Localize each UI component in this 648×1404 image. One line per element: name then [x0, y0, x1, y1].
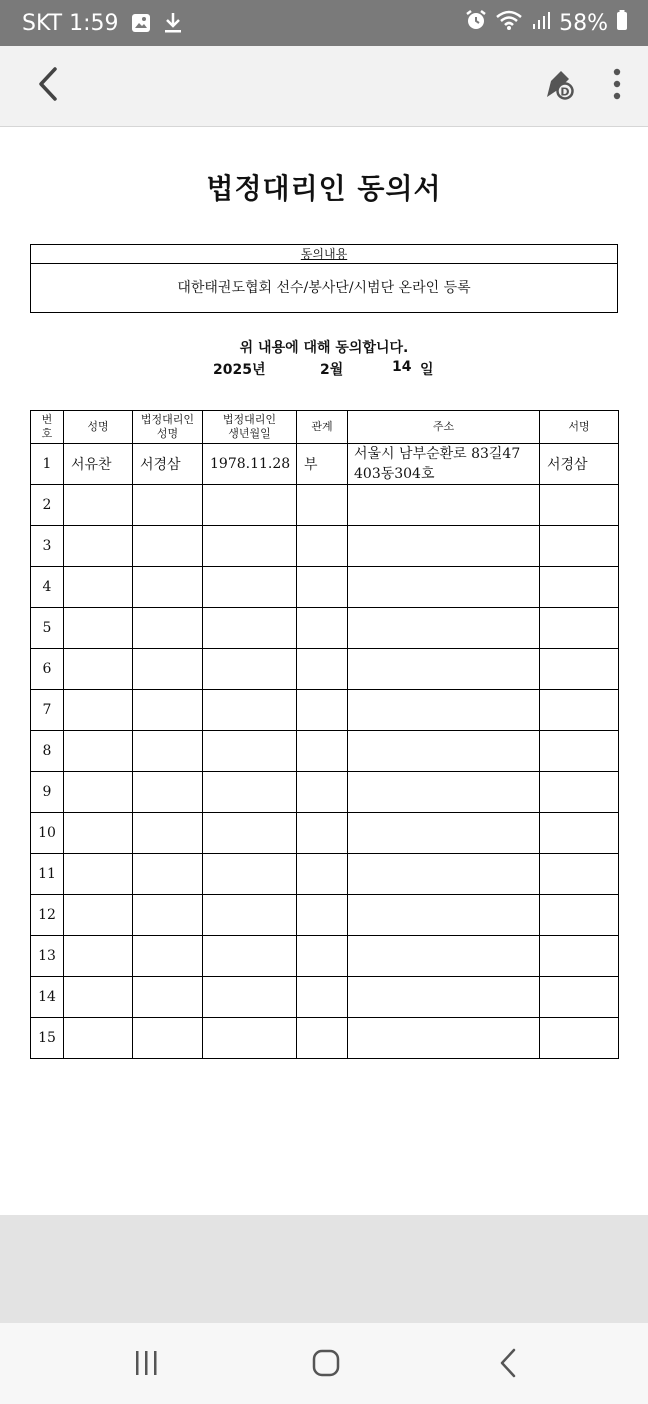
row-number: 8: [31, 731, 64, 772]
date-month: 2월: [320, 362, 344, 378]
consent-body: 대한태권도협회 선수/봉사단/시범단 온라인 등록: [177, 280, 471, 296]
date-day: 14: [392, 359, 412, 375]
row-address: [348, 895, 540, 936]
date-year: 2025년: [213, 362, 266, 378]
row-relation: 부: [297, 444, 348, 485]
table-row: [31, 772, 619, 813]
row-signature: 서경삼: [540, 444, 619, 485]
row-signature: [540, 813, 619, 854]
image-icon: [131, 13, 151, 33]
row-guardian-birth: [203, 854, 297, 895]
row-address: [348, 977, 540, 1018]
row-relation: [297, 608, 348, 649]
row-relation: [297, 485, 348, 526]
document-page: [0, 127, 648, 1215]
row-signature: [540, 854, 619, 895]
row-address: [348, 936, 540, 977]
table-row: [31, 649, 619, 690]
row-guardian-name: [133, 690, 203, 731]
row-relation: [297, 526, 348, 567]
row-relation: [297, 936, 348, 977]
row-signature: [540, 936, 619, 977]
row-guardian-birth: [203, 649, 297, 690]
document-footer-area: [0, 1215, 648, 1323]
row-signature: [540, 977, 619, 1018]
wifi-icon: [495, 9, 523, 37]
table-row: [31, 567, 619, 608]
row-name: [64, 895, 133, 936]
recents-button[interactable]: [124, 1343, 168, 1387]
row-guardian-name: [133, 854, 203, 895]
row-signature: [540, 649, 619, 690]
row-signature: [540, 526, 619, 567]
row-guardian-birth: [203, 895, 297, 936]
row-relation: [297, 567, 348, 608]
row-address: [348, 608, 540, 649]
row-address: [348, 854, 540, 895]
table-row: [31, 895, 619, 936]
agree-statement: 위 내용에 대해 동의합니다.: [239, 340, 409, 356]
row-number: 14: [31, 977, 64, 1018]
row-number: 11: [31, 854, 64, 895]
row-number: 6: [31, 649, 64, 690]
table-row: [31, 690, 619, 731]
row-address: [348, 649, 540, 690]
row-guardian-birth: [203, 936, 297, 977]
battery-icon: [616, 9, 628, 37]
status-right: [465, 0, 628, 46]
consent-box: [30, 244, 618, 313]
row-guardian-birth: 1978.11.28: [203, 444, 297, 485]
row-guardian-name: [133, 936, 203, 977]
header-relation: 관계: [297, 411, 348, 444]
row-relation: [297, 813, 348, 854]
row-guardian-name: [133, 772, 203, 813]
system-back-button[interactable]: [486, 1343, 530, 1387]
row-relation: [297, 772, 348, 813]
header-no: 번 호: [31, 411, 64, 444]
row-relation: [297, 690, 348, 731]
row-name: [64, 649, 133, 690]
row-signature: [540, 1018, 619, 1059]
row-guardian-birth: [203, 485, 297, 526]
row-relation: [297, 895, 348, 936]
row-name: [64, 485, 133, 526]
row-guardian-name: [133, 813, 203, 854]
table-header-row: [31, 411, 619, 444]
row-signature: [540, 772, 619, 813]
row-name: [64, 936, 133, 977]
row-guardian-name: [133, 567, 203, 608]
row-guardian-birth: [203, 813, 297, 854]
row-number: 9: [31, 772, 64, 813]
row-number: 2: [31, 485, 64, 526]
home-button[interactable]: [304, 1343, 348, 1387]
row-relation: [297, 1018, 348, 1059]
system-nav-bar: [0, 1323, 648, 1404]
row-guardian-birth: [203, 731, 297, 772]
row-relation: [297, 977, 348, 1018]
row-signature: [540, 485, 619, 526]
table-row: [31, 526, 619, 567]
row-number: 12: [31, 895, 64, 936]
row-name: [64, 567, 133, 608]
row-signature: [540, 567, 619, 608]
row-name: [64, 608, 133, 649]
home-icon: [311, 1348, 341, 1382]
back-arrow-icon: [37, 66, 59, 106]
date-day-unit: 일: [420, 362, 434, 378]
table-row: [31, 444, 619, 485]
edit-button[interactable]: [540, 66, 580, 106]
row-name: 서유찬: [64, 444, 133, 485]
table-row: [31, 854, 619, 895]
row-address: [348, 1018, 540, 1059]
row-name: [64, 731, 133, 772]
row-guardian-name: [133, 1018, 203, 1059]
consent-header: 동의내용: [31, 245, 617, 264]
row-guardian-name: [133, 526, 203, 567]
row-address: [348, 485, 540, 526]
row-signature: [540, 731, 619, 772]
row-guardian-birth: [203, 567, 297, 608]
table-row: [31, 731, 619, 772]
row-address: [348, 567, 540, 608]
row-guardian-birth: [203, 1018, 297, 1059]
row-guardian-birth: [203, 608, 297, 649]
battery-text: 58%: [559, 10, 608, 36]
header-address: 주소: [348, 411, 540, 444]
row-guardian-name: [133, 485, 203, 526]
svg-text:D: D: [560, 85, 570, 99]
row-address: [348, 690, 540, 731]
table-row: [31, 1018, 619, 1059]
row-address-line1: 서울시 남부순환로 83길47: [354, 446, 521, 462]
edit-pen-icon: [543, 67, 577, 105]
header-guardian-birth: 법정대리인 생년월일: [203, 411, 297, 444]
row-relation: [297, 854, 348, 895]
row-number: 3: [31, 526, 64, 567]
row-address: [348, 444, 540, 485]
row-number: 15: [31, 1018, 64, 1059]
row-number: 7: [31, 690, 64, 731]
row-guardian-name: [133, 649, 203, 690]
status-bar: [0, 0, 648, 46]
back-button[interactable]: [28, 66, 68, 106]
table-row: [31, 936, 619, 977]
row-name: [64, 772, 133, 813]
header-guardian-name: 법정대리인 성명: [133, 411, 203, 444]
row-number: 5: [31, 608, 64, 649]
row-signature: [540, 608, 619, 649]
row-guardian-birth: [203, 526, 297, 567]
row-relation: [297, 731, 348, 772]
row-address-line2: 403동304호: [354, 466, 435, 482]
carrier-time: SKT 1:59: [22, 10, 119, 36]
table-row: [31, 608, 619, 649]
row-guardian-name: 서경삼: [133, 444, 203, 485]
row-signature: [540, 895, 619, 936]
header-signature: 서명: [540, 411, 619, 444]
row-name: [64, 690, 133, 731]
row-address: [348, 813, 540, 854]
row-address: [348, 526, 540, 567]
table-row: [31, 977, 619, 1018]
status-left: [22, 0, 183, 46]
row-number: 13: [31, 936, 64, 977]
row-relation: [297, 649, 348, 690]
row-number: 4: [31, 567, 64, 608]
row-name: [64, 813, 133, 854]
table-row: [31, 813, 619, 854]
signature-table: [30, 410, 619, 1059]
row-name: [64, 977, 133, 1018]
row-name: [64, 526, 133, 567]
row-guardian-birth: [203, 977, 297, 1018]
more-options-button[interactable]: [600, 66, 634, 106]
row-signature: [540, 690, 619, 731]
app-bar: [0, 46, 648, 127]
row-number: 10: [31, 813, 64, 854]
document-title: 법정대리인 동의서: [206, 172, 442, 205]
back-icon: [498, 1348, 518, 1382]
row-address: [348, 731, 540, 772]
download-icon: [163, 12, 183, 34]
header-name: 성명: [64, 411, 133, 444]
row-guardian-birth: [203, 690, 297, 731]
table-row: [31, 485, 619, 526]
row-number: 1: [31, 444, 64, 485]
row-guardian-name: [133, 977, 203, 1018]
row-guardian-name: [133, 895, 203, 936]
more-vert-icon: [612, 68, 622, 104]
row-address: [348, 772, 540, 813]
recents-icon: [132, 1349, 160, 1381]
row-guardian-name: [133, 731, 203, 772]
row-guardian-birth: [203, 772, 297, 813]
row-guardian-name: [133, 608, 203, 649]
signal-icon: [531, 10, 551, 36]
alarm-icon: [465, 9, 487, 37]
row-name: [64, 1018, 133, 1059]
row-name: [64, 854, 133, 895]
